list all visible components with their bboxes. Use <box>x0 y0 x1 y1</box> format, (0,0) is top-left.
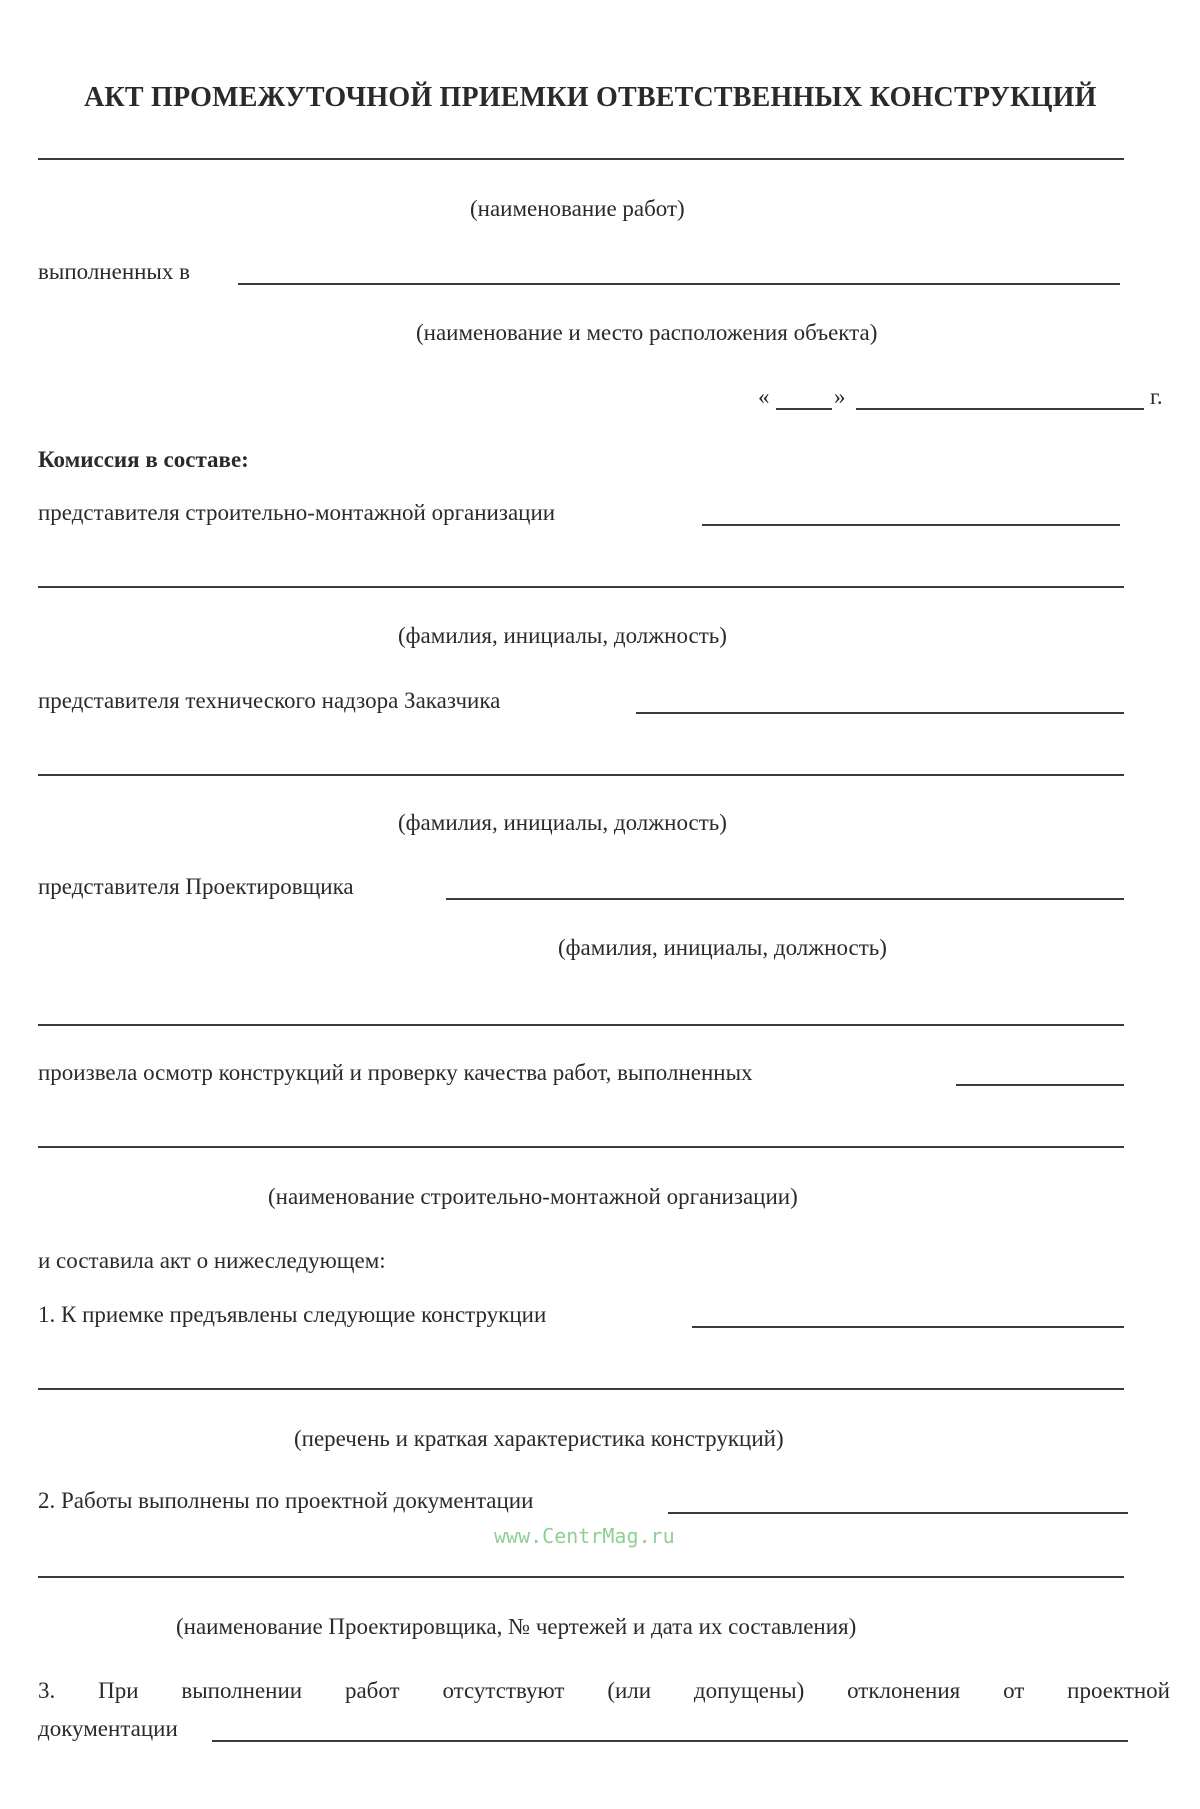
label-executed-in: выполненных в <box>38 259 190 284</box>
caption-object-name-location: (наименование и место расположения объекта) <box>416 320 878 345</box>
caption-construction-org: (наименование строительно-монтажной организации) <box>268 1184 798 1209</box>
item-3-line[interactable] <box>212 1740 1128 1742</box>
item-2-line-2[interactable] <box>38 1576 1124 1578</box>
label-item-2: 2. Работы выполнены по проектной документации <box>38 1488 534 1513</box>
label-compiled: и составила акт о нижеследующем: <box>38 1248 386 1273</box>
caption-structures-list: (перечень и краткая характеристика конструкций) <box>294 1426 784 1451</box>
caption-person-2: (фамилия, инициалы, должность) <box>398 810 727 835</box>
label-rep-supervision: представителя технического надзора Заказчика <box>38 688 501 713</box>
label-item-3-line-2: документации <box>38 1716 178 1741</box>
caption-works-name: (наименование работ) <box>470 196 685 221</box>
rep-designer-line[interactable] <box>446 898 1124 900</box>
inspection-line-2[interactable] <box>38 1146 1124 1148</box>
caption-person-3: (фамилия, инициалы, должность) <box>558 935 887 960</box>
rep-construction-line[interactable] <box>702 524 1120 526</box>
item-2-line[interactable] <box>668 1512 1128 1514</box>
label-item-1: 1. К приемке предъявлены следующие конструкции <box>38 1302 547 1327</box>
label-item-3-line-1: 3. При выполнении работ отсутствуют (или допущены) отклонения от проектной <box>38 1678 1170 1703</box>
watermark: www.CentrMag.ru <box>494 1524 675 1548</box>
rep-supervision-line[interactable] <box>636 712 1124 714</box>
label-rep-construction: представителя строительно-монтажной организации <box>38 500 556 525</box>
date-day-line[interactable] <box>776 408 832 410</box>
year-suffix: г. <box>1150 384 1163 409</box>
rep-construction-line-2[interactable] <box>38 586 1124 588</box>
item-1-line[interactable] <box>692 1326 1124 1328</box>
date-month-line[interactable] <box>856 408 1144 410</box>
caption-designer-drawings: (наименование Проектировщика, № чертежей и дата их составления) <box>176 1614 857 1639</box>
works-name-line[interactable] <box>38 158 1124 160</box>
object-field-line[interactable] <box>238 283 1120 285</box>
rep-designer-line-2[interactable] <box>38 1024 1124 1026</box>
label-rep-designer: представителя Проектировщика <box>38 874 354 899</box>
date-close-quote: » <box>834 384 846 409</box>
commission-heading: Комиссия в составе: <box>38 447 249 472</box>
inspection-line[interactable] <box>956 1084 1124 1086</box>
document-title: АКТ ПРОМЕЖУТОЧНОЙ ПРИЕМКИ ОТВЕТСТВЕННЫХ КОНСТРУКЦИЙ <box>84 82 1097 113</box>
item-1-line-2[interactable] <box>38 1388 1124 1390</box>
rep-supervision-line-2[interactable] <box>38 774 1124 776</box>
date-open-quote: « <box>758 384 770 409</box>
caption-person-1: (фамилия, инициалы, должность) <box>398 623 727 648</box>
label-inspection: произвела осмотр конструкций и проверку качества работ, выполненных <box>38 1060 753 1085</box>
